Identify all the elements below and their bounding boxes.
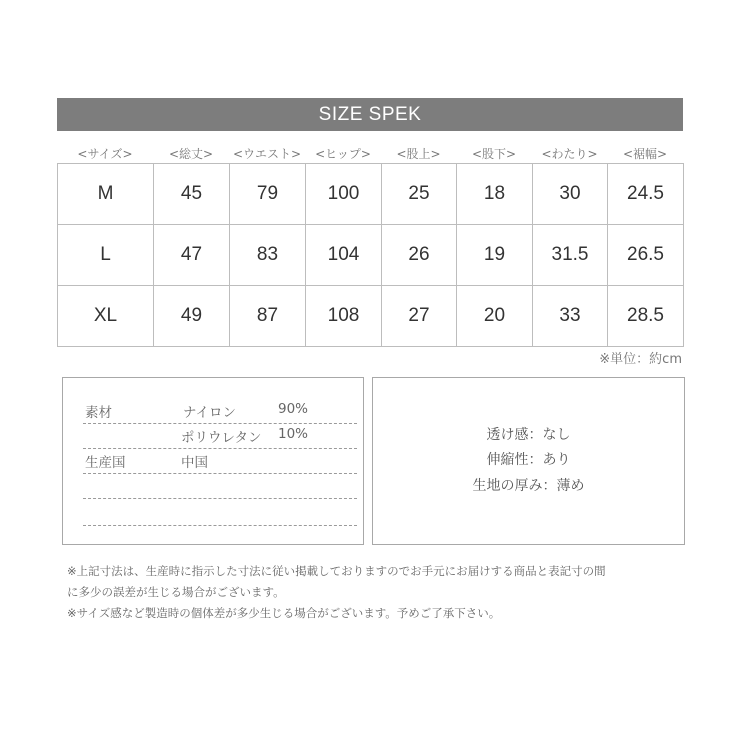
cell-inseam: 18: [457, 164, 533, 225]
cell-thigh: 30: [533, 164, 608, 225]
cell-hem-width: 28.5: [608, 286, 684, 347]
material-row-origin: [83, 448, 357, 474]
size-table-header: [57, 143, 683, 163]
cell-size: L: [58, 225, 154, 286]
note-line-1: ※上記寸法は、生産時に指示した寸法に従い掲載しておりますのでお手元にお届けする商品と表記寸の間: [67, 564, 606, 578]
material-name: 中国: [181, 455, 208, 471]
material-label: 素材: [85, 405, 112, 421]
material-row-fabric: [83, 398, 357, 424]
thickness-text: 生地の厚み：薄め: [472, 477, 585, 494]
cell-rise: 26: [382, 225, 457, 286]
cell-total-length: 45: [154, 164, 230, 225]
cell-thigh: 33: [533, 286, 608, 347]
fabric-feel-box: [372, 377, 685, 545]
header-rise: <股上>: [396, 146, 441, 161]
cell-inseam: 19: [457, 225, 533, 286]
note-line-3: ※サイズ感など製造時の個体差が多少生じる場合がございます。予めご了承下さい。: [67, 606, 501, 620]
material-row-empty: [83, 473, 357, 499]
size-spec-title: SIZE SPEK: [57, 98, 683, 131]
header-inseam: <股下>: [471, 146, 517, 161]
note-line-2: に多少の誤差が生じる場合がございます。: [67, 585, 285, 599]
cell-total-length: 49: [154, 286, 230, 347]
cell-size: XL: [58, 286, 154, 347]
cell-hip: 108: [306, 286, 382, 347]
table-row-xl: [58, 286, 684, 347]
material-row-fabric-2: [83, 423, 357, 449]
header-hip: <ヒップ>: [315, 146, 371, 161]
sheerness-text: 透け感：なし: [486, 426, 571, 443]
cell-hip: 104: [306, 225, 382, 286]
cell-waist: 79: [230, 164, 306, 225]
material-name: ナイロン: [183, 405, 237, 421]
cell-rise: 27: [382, 286, 457, 347]
material-percent: 90%: [278, 401, 309, 417]
cell-waist: 87: [230, 286, 306, 347]
cell-thigh: 31.5: [533, 225, 608, 286]
header-waist: <ウエスト>: [232, 146, 302, 161]
cell-size: M: [58, 164, 154, 225]
cell-waist: 83: [230, 225, 306, 286]
cell-total-length: 47: [154, 225, 230, 286]
material-label: 生産国: [85, 455, 126, 471]
header-total-length: <総丈>: [168, 146, 214, 161]
cell-rise: 25: [382, 164, 457, 225]
cell-hem-width: 26.5: [608, 225, 684, 286]
material-row-empty: [83, 500, 357, 526]
size-table: [57, 163, 684, 347]
material-percent: 10%: [278, 426, 309, 442]
cell-hip: 100: [306, 164, 382, 225]
table-row-m: [58, 164, 684, 225]
material-name: ポリウレタン: [181, 430, 262, 446]
stretch-text: 伸縮性：あり: [486, 452, 571, 469]
cell-hem-width: 24.5: [608, 164, 684, 225]
disclaimer-notes: [67, 561, 687, 624]
unit-note: ※単位：約cm: [599, 352, 682, 367]
material-box: [62, 377, 364, 545]
header-size: <サイズ>: [77, 146, 133, 161]
table-row-l: [58, 225, 684, 286]
header-thigh: <わたり>: [541, 146, 598, 161]
cell-inseam: 20: [457, 286, 533, 347]
header-hem-width: <裾幅>: [622, 146, 668, 161]
